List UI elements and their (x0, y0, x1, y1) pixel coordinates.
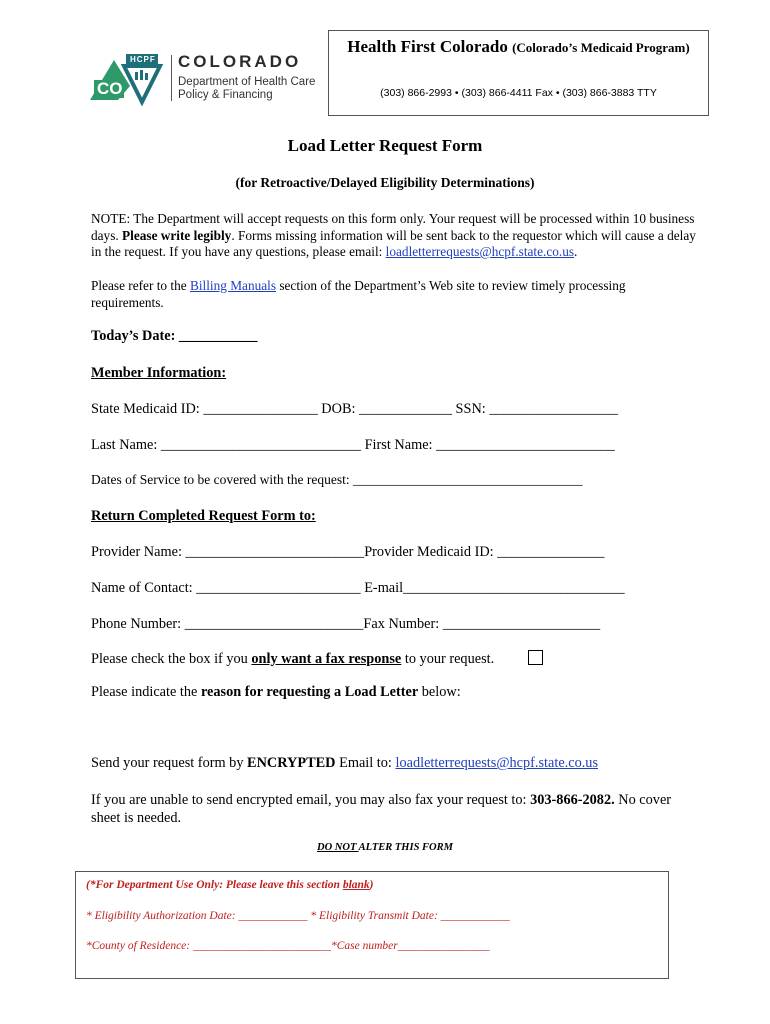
reason-bold: reason for requesting a Load Letter (200, 684, 419, 700)
department-use-box (75, 871, 669, 979)
member-name-fields[interactable]: Last Name: ____________________________ First Name: _________________________ (91, 437, 615, 453)
logo-department-name (178, 76, 315, 102)
note-bold: Please write legibly (122, 227, 232, 243)
note-paragraph (91, 211, 701, 261)
fax-number: (303) 866-4411 Fax (461, 87, 553, 99)
return-form-heading: Return Completed Request Form to: (91, 508, 316, 524)
program-subtitle: (Colorado’s Medicaid Program) (512, 40, 690, 55)
fax-alt-suffix: No cover sheet is needed. (91, 792, 672, 826)
tty-number: (303) 866-3883 TTY (562, 87, 657, 99)
fax-check-bold: only want a fax response (251, 651, 402, 667)
refer-paragraph (91, 278, 701, 311)
fax-check-suffix: to your request. (401, 651, 495, 667)
billing-manuals-link[interactable]: Billing Manuals (189, 278, 277, 293)
form-title: Load Letter Request Form (287, 136, 483, 155)
program-name: Health First Colorado (347, 37, 508, 56)
send-email-link[interactable]: loadletterrequests@hcpf.state.co.us (395, 755, 599, 771)
provider-fields[interactable]: Provider Name: _________________________Provider Medicaid ID: _______________ (91, 544, 605, 560)
refer-text: Please refer to the (91, 278, 190, 293)
fax-response-instruction (91, 651, 494, 668)
dates-of-service-field[interactable]: Dates of Service to be covered with the request: __________________________________ (91, 472, 583, 487)
fax-alternative-paragraph (91, 791, 701, 827)
fax-alt-number: 303-866-2082. (530, 792, 615, 808)
program-header-box (328, 30, 709, 116)
contact-numbers (329, 87, 708, 99)
send-middle: Email to: (335, 755, 396, 771)
logo-dept-line1: Department of Health Care (178, 76, 316, 88)
phone-fax-fields[interactable]: Phone Number: _________________________Fax Number: ______________________ (91, 616, 601, 632)
hcpf-badge-text: HCPF (130, 55, 156, 64)
fax-only-checkbox[interactable] (528, 650, 543, 665)
eligibility-date-fields: * Eligibility Authorization Date: ____________ * Eligibility Transmit Date: ____________ (86, 910, 510, 922)
do-not-alter-rest: ALTER THIS FORM (358, 842, 453, 853)
program-title (329, 37, 708, 57)
county-case-fields: *County of Residence: ________________________*Case number________________ (86, 940, 490, 952)
co-monogram: CO (97, 79, 123, 98)
reason-input-area[interactable] (91, 706, 701, 750)
note-text-middle: . Forms missing information will be sent back to the requestor which will cause a delay in the request. If you have any questions, please email: (91, 227, 696, 259)
note-text: NOTE: The Department will accept requests on this form only. Your request will be processed within 10 business days. (91, 211, 695, 243)
fax-check-text: Please check the box if you (91, 651, 252, 667)
do-not-alter-notice (0, 842, 770, 853)
contact-email-fields[interactable]: Name of Contact: _______________________ E-mail_______________________________ (91, 580, 625, 596)
dept-note-suffix: ) (369, 879, 374, 891)
dept-note-blank: blank (342, 879, 370, 891)
reason-suffix: below: (418, 684, 461, 700)
fax-alt-text: If you are unable to send encrypted email, you may also fax your request to: (91, 792, 531, 808)
dept-note-text: (*For Department Use Only: Please leave this section (86, 879, 343, 891)
logo-wordmark: COLORADO (178, 52, 302, 71)
department-use-note (86, 879, 374, 891)
logo-divider (171, 55, 172, 101)
send-encrypted-instruction (91, 755, 598, 772)
form-subtitle: (for Retroactive/Delayed Eligibility Determinations) (235, 175, 535, 190)
logo-dept-line2: Policy & Financing (178, 89, 273, 101)
member-info-heading: Member Information: (91, 365, 227, 381)
send-bold: ENCRYPTED (247, 755, 336, 771)
phone-number: (303) 866-2993 (380, 87, 452, 99)
send-text: Send your request form by (91, 755, 248, 771)
bullet-separator: • (555, 87, 560, 99)
note-email-link[interactable]: loadletterrequests@hcpf.state.co.us (385, 244, 575, 259)
do-not-underlined: DO NOT (317, 842, 359, 853)
todays-date-field[interactable]: Today’s Date: ___________ (91, 328, 258, 344)
refer-text-suffix: section of the Department’s Web site to review timely processing requirements. (91, 278, 626, 310)
note-text-end: . (574, 244, 578, 259)
reason-text: Please indicate the (91, 684, 201, 700)
bullet-separator: • (454, 87, 459, 99)
reason-instruction (91, 684, 461, 701)
member-id-dob-ssn-fields[interactable]: State Medicaid ID: ________________ DOB: _____________ SSN: __________________ (91, 401, 618, 417)
